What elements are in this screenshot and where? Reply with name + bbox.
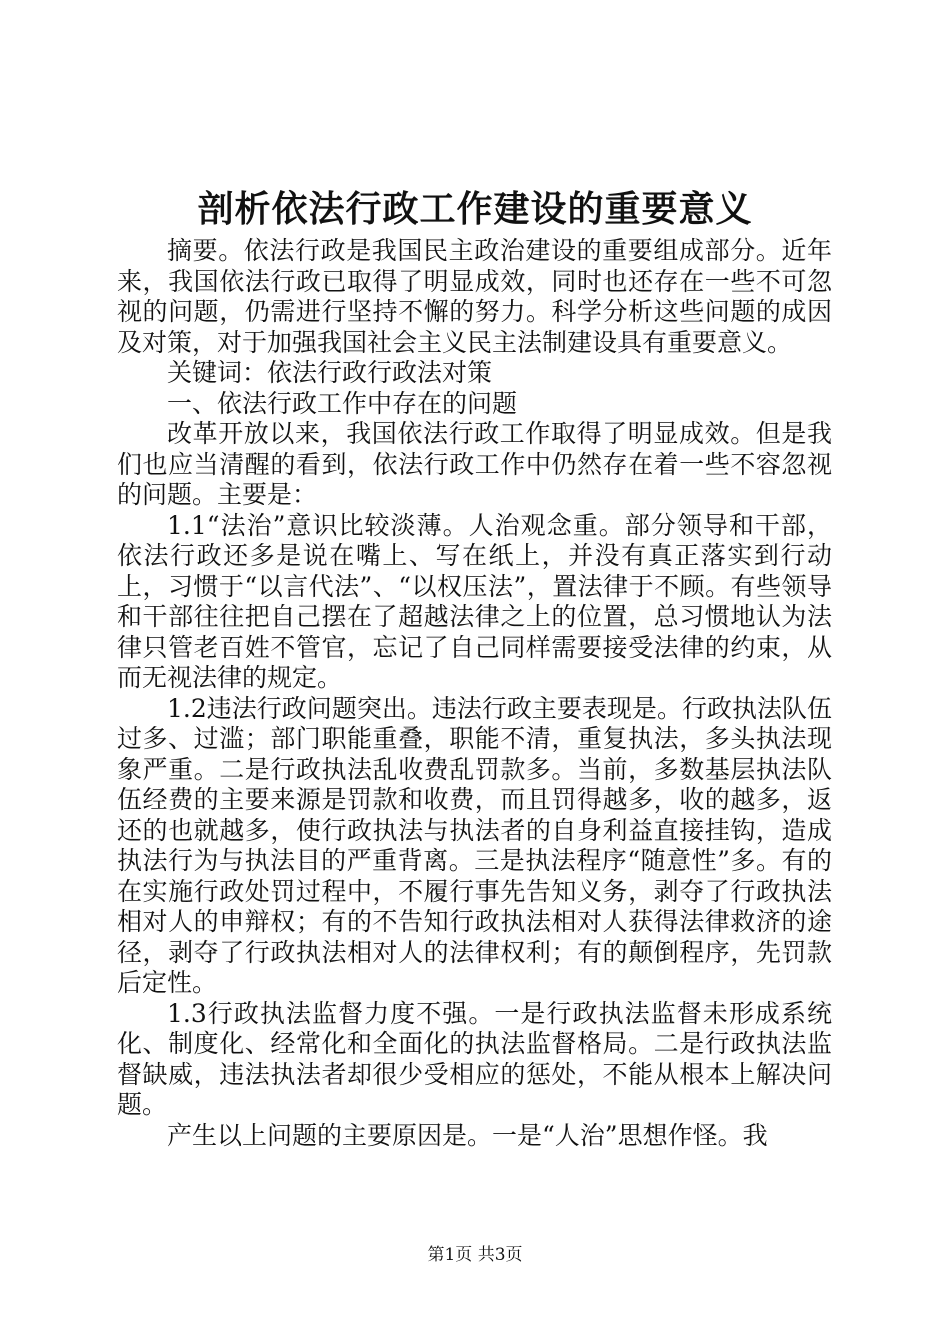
keywords-line: 关键词：依法行政行政法对策: [167, 358, 493, 387]
body-paragraph: 1.1“法治”意识比较淡薄。人治观念重。部分领导和干部，依法行政还多是说在嘴上、写在纸上，并没有真正落实到行动上，习惯于“以言代法”、“以权压法”，置法律于不顾。有些领导和干部往往把自己摆在了超越法律之上的位置，总习惯地认为法律只管老百姓不管官，忘记了自己同样需要接受法律的约束，从而无视法律的规定。: [117, 510, 832, 692]
abstract-paragraph: 摘要。依法行政是我国民主政治建设的重要组成部分。近年来，我国依法行政已取得了明显成效，同时也还存在一些不可忽视的问题，仍需进行坚持不懈的努力。科学分析这些问题的成因及对策，对于加强我国社会主义民主法制建设具有重要意义。: [117, 236, 832, 357]
page-footer: 第1页 共3页: [427, 1245, 523, 1265]
body-paragraph: 1.3行政执法监督力度不强。一是行政执法监督未形成系统化、制度化、经常化和全面化的执法监督格局。二是行政执法监督缺威，违法执法者却很少受相应的惩处，不能从根本上解决问题。: [117, 998, 832, 1119]
section-heading: 一、依法行政工作中存在的问题: [167, 388, 518, 418]
document-title: 剖析依法行政工作建设的重要意义: [197, 188, 753, 230]
document-body: [117, 236, 832, 1151]
body-paragraph: 1.2违法行政问题突出。违法行政主要表现是。行政执法队伍过多、过滥；部门职能重叠，职能不清，重复执法，多头执法现象严重。二是行政执法乱收费乱罚款多。当前，多数基层执法队伍经费的主要来源是罚款和收费，而且罚得越多，收的越多，返还的也就越多，使行政执法与执法者的自身利益直接挂钩，造成执法行为与执法目的严重背离。三是执法程序“随意性”多。有的在实施行政处罚过程中，不履行事先告知义务，剥夺了行政执法相对人的申辩权；有的不告知行政执法相对人获得法律救济的途径，剥夺了行政执法相对人的法律权利；有的颠倒程序，先罚款后定性。: [117, 693, 832, 997]
body-paragraph: 改革开放以来，我国依法行政工作取得了明显成效。但是我们也应当清醒的看到，依法行政工作中仍然存在着一些不容忽视的问题。主要是：: [117, 419, 832, 509]
body-paragraph: 产生以上问题的主要原因是。一是“人治”思想作怪。我: [167, 1120, 768, 1150]
